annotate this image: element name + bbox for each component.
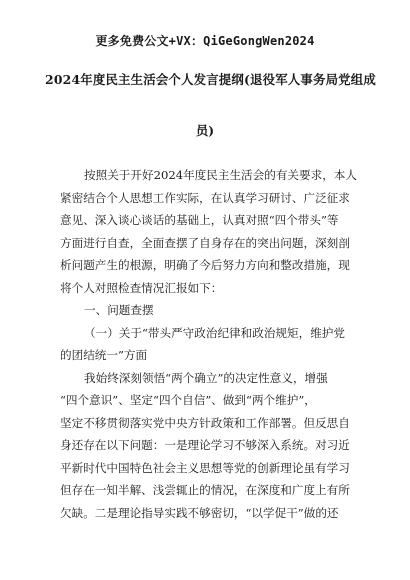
body-line: 意见、深入谈心谈话的基础上，认真对照“四个带头”等 [60,213,339,227]
document-title-line-1: 2024年度民主生活会个人发言提纲(退役军人事务局党组成 [45,72,376,87]
body-line: 但存在一知半解、浅尝辄止的情况，在深度和广度上有所 [60,483,350,497]
body-line: “四个意识”、坚定“四个自信”、做到“两个维护”， [60,393,316,407]
subsection-heading: （一）关于“带头严守政治纪律和政治规矩，维护党 [84,325,345,340]
section-heading: 一、问题查摆 [84,303,154,317]
body-line: 方面进行自查，全面查摆了自身存在的突出问题，深刻剖 [60,235,350,250]
body-line: 身还存在以下问题：一是理论学习不够深入系统。对习近 [60,438,350,452]
document-title-line-2: 员) [195,123,215,138]
document-body [60,164,376,524]
body-line: 按照关于开好2024年度民主生活会的有关要求，本人 [84,168,357,182]
body-line: 坚定不移贯彻落实党中央方针政策和工作部署。但反思自 [60,415,350,430]
subsection-heading-cont: 的团结统一”方面 [60,348,148,362]
body-line: 我始终深刻领悟“两个确立”的决定性意义，增强 [84,370,328,385]
body-line: 析问题产生的根源，明确了今后努力方向和整改措施，现 [60,258,350,272]
body-line: 欠缺。二是理论指导实践不够密切，“以学促干”做的还 [60,505,339,520]
body-line: 平新时代中国特色社会主义思想等党的创新理论虽有学习 [60,460,350,475]
body-line: 紧密结合个人思想工作实际，在认真学习研讨、广泛征求 [60,190,350,205]
body-line: 将个人对照检查情况汇报如下： [60,280,223,295]
promo-banner: 更多免费公文+VX：QiGeGongWen2024 [95,34,315,48]
